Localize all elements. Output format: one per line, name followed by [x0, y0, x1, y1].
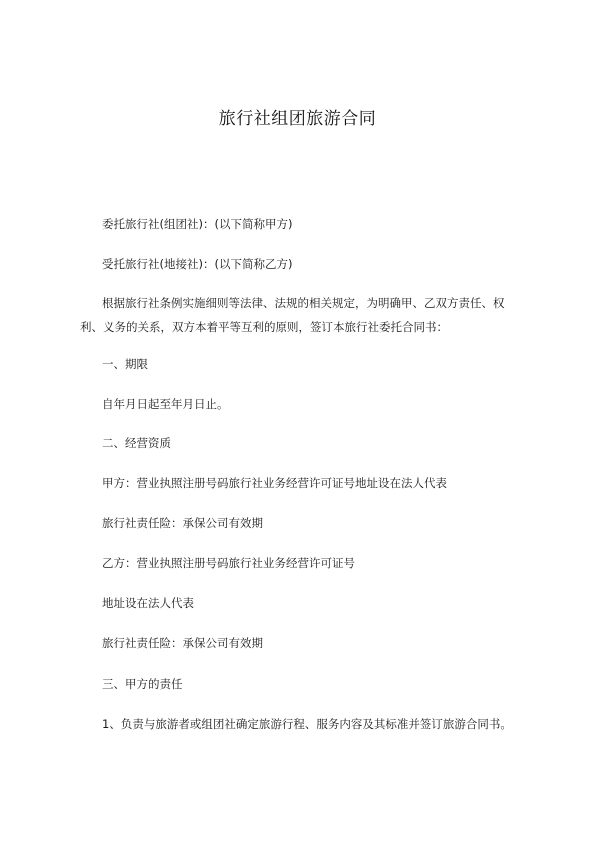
contractor-agency-line: 受托旅行社(地接社)：(以下简称乙方) — [102, 257, 293, 271]
client-agency-line: 委托旅行社(组团社)：(以下简称甲方) — [102, 217, 293, 231]
preamble-paragraph — [80, 291, 520, 339]
party-a-license-line: 甲方：营业执照注册号码旅行社业务经营许可证号地址设在法人代表 — [102, 476, 447, 490]
section-2-heading: 二、经营资质 — [102, 436, 171, 450]
party-b-license-line: 乙方：营业执照注册号码旅行社业务经营许可证号 — [102, 556, 355, 570]
document-title: 旅行社组团旅游合同 — [218, 109, 377, 129]
section-3-item-1: 1、负责与旅游者或组团社确定旅游行程、服务内容及其标准并签订旅游合同书。 — [102, 717, 512, 731]
party-a-insurance-line: 旅行社责任险：承保公司有效期 — [102, 516, 263, 530]
section-1-heading: 一、期限 — [102, 357, 148, 371]
section-3-heading: 三、甲方的责任 — [102, 677, 183, 691]
party-b-address-line: 地址设在法人代表 — [102, 596, 194, 610]
section-1-text: 自年月日起至年月日止。 — [102, 397, 229, 411]
preamble-line-2: 利、义务的关系，双方本着平等互利的原则，签订本旅行社委托合同书： — [80, 320, 448, 334]
preamble-line-1: 根据旅行社条例实施细则等法律、法规的相关规定，为明确甲、乙双方责任、权 — [102, 296, 505, 310]
party-b-insurance-line: 旅行社责任险：承保公司有效期 — [102, 636, 263, 650]
